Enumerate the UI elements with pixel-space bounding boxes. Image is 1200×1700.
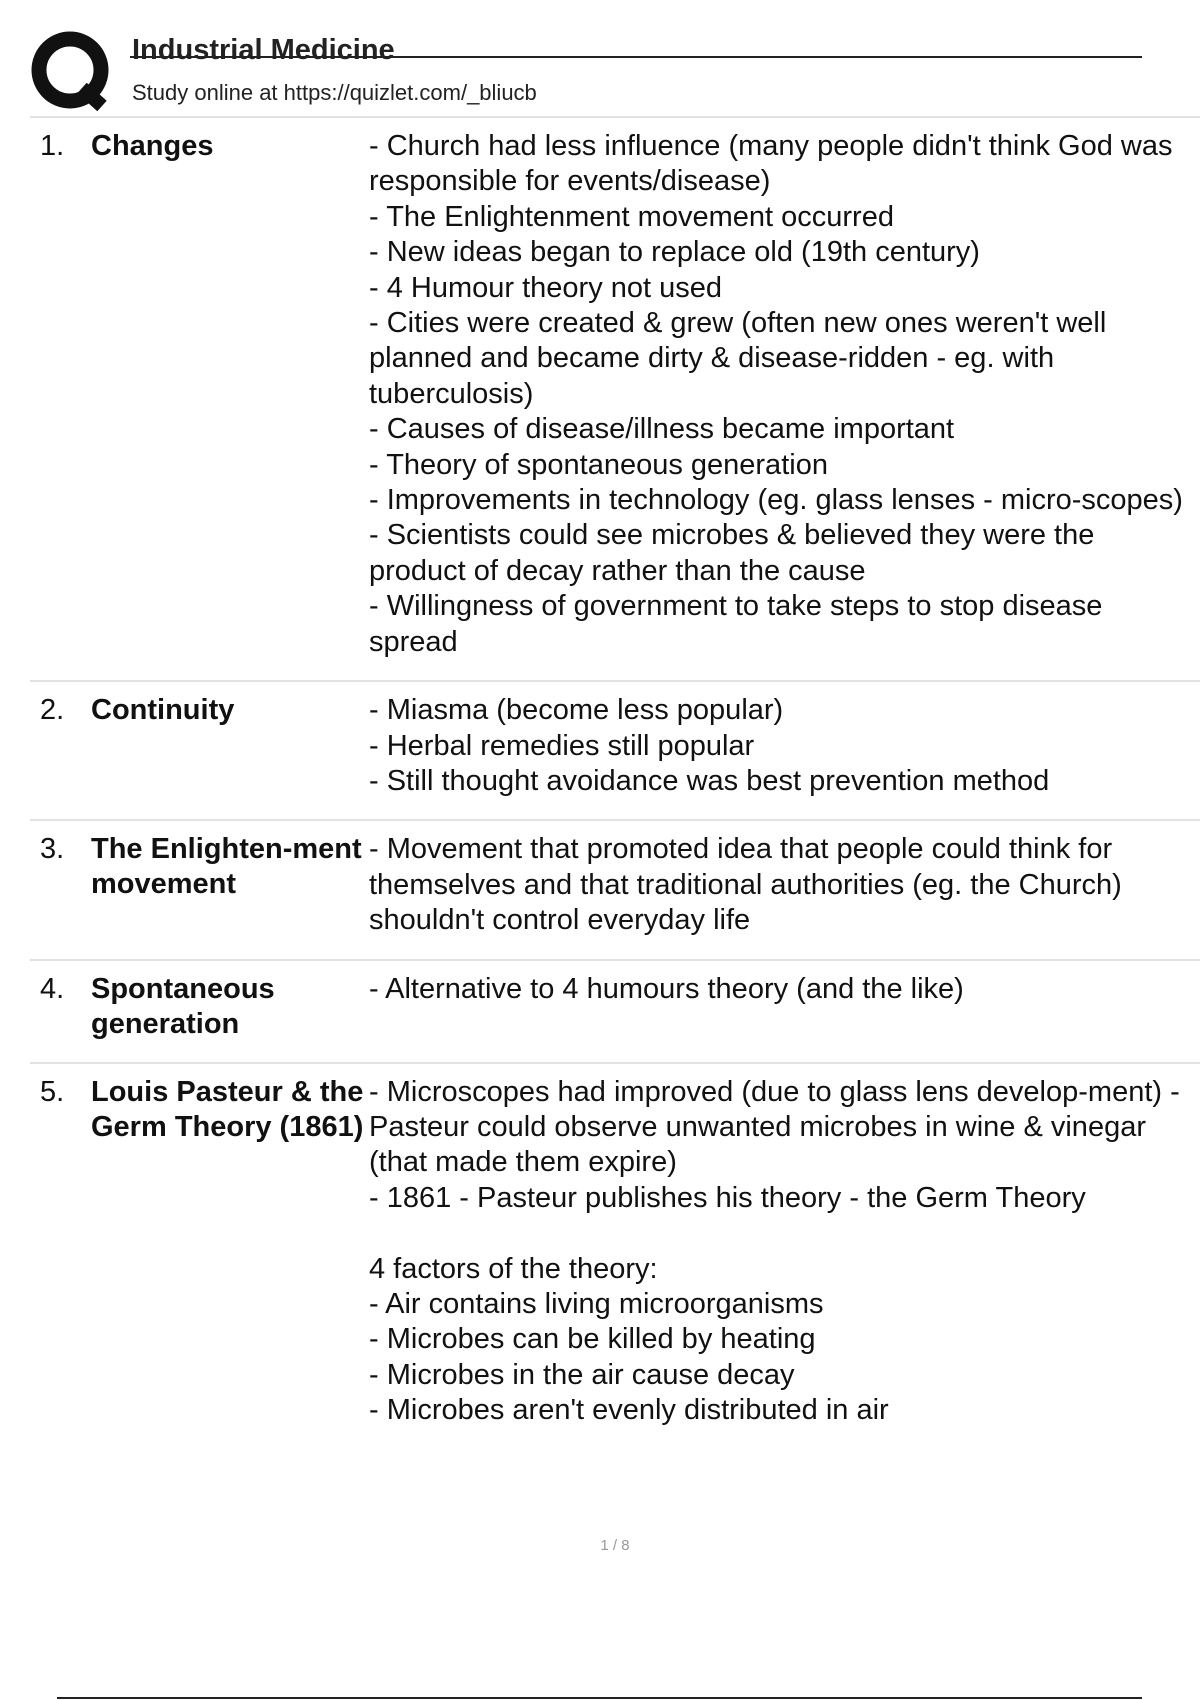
definition: - Miasma (become less popular) - Herbal remedies still popular - Still thought avoidance was best prevention method: [369, 694, 1050, 797]
row-number: 5.: [40, 1075, 65, 1108]
term: Continuity: [91, 694, 235, 727]
flashcard-row: [30, 1062, 1200, 1449]
flashcard-row: [30, 959, 1200, 1062]
row-number: 4.: [40, 972, 65, 1005]
flashcard-row: [30, 116, 1200, 680]
quizlet-logo-icon: [30, 30, 114, 114]
term: Spontaneous generation: [91, 972, 275, 1040]
page-indicator: 1 / 8: [600, 1537, 630, 1554]
definition: - Church had less influence (many people didn't think God was responsible for events/disease) - The Enlightenment movement occurred - New ideas began to replace old (19th century) - 4 Humour theory not used - Cities were created & grew (often new ones weren't well planned and became dirty & disease-ridden - eg. with tuberculosis) - Causes of disease/illness became important - Theory of spontaneous generation - Improvements in technology (eg. glass lenses - micro-scopes) - Scientists could see microbes & believed they were the product of decay rather than the cause - Willingness of government to take steps to stop disease spread: [369, 130, 1183, 658]
study-online-link: Study online at https://quizlet.com/_bliucb: [132, 80, 537, 105]
definition: - Microscopes had improved (due to glass lens develop-ment) - Pasteur could observe unwanted microbes in wine & vinegar (that made them expire) - 1861 - Pasteur publishes his theory - the Germ Theory 4 factors of the theory: - Air contains living microorganisms - Microbes can be killed by heating - Microbes in the air cause decay - Microbes aren't evenly distributed in air: [369, 1075, 1180, 1427]
flashcard-row: [30, 819, 1200, 958]
document-title: Industrial Medicine: [132, 34, 395, 66]
footer-divider: [57, 1697, 1142, 1699]
flashcard-row: [30, 680, 1200, 819]
definition: - Movement that promoted idea that people could think for themselves and that traditional authorities (eg. the Church) shouldn't control everyday life: [369, 833, 1122, 937]
term: Changes: [91, 130, 214, 162]
term: Louis Pasteur & the Germ Theory (1861): [91, 1075, 364, 1143]
term: The Enlighten-ment movement: [91, 833, 362, 901]
flashcard-list: [30, 116, 1200, 1449]
definition: - Alternative to 4 humours theory (and the like): [369, 972, 964, 1005]
document-header: [30, 30, 1142, 110]
row-number: 1.: [40, 130, 65, 162]
row-number: 2.: [40, 694, 65, 727]
row-number: 3.: [40, 833, 65, 866]
